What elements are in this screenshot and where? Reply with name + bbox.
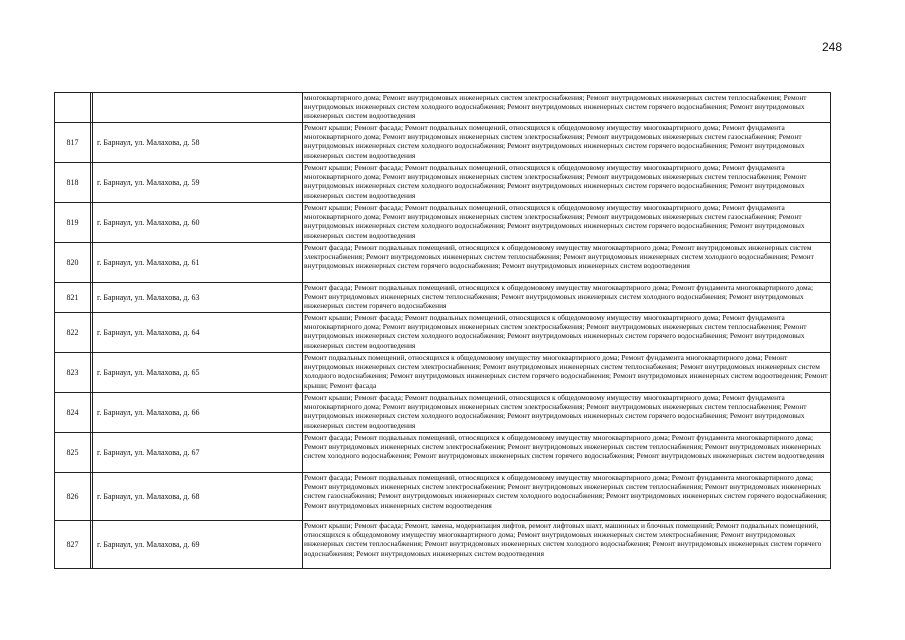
- table-row: [55, 393, 831, 433]
- row-number: 822: [55, 313, 91, 353]
- row-number: 827: [55, 521, 91, 569]
- table-row: [55, 243, 831, 283]
- row-address: г. Барнаул, ул. Малахова, д. 66: [93, 393, 303, 433]
- row-number: 824: [55, 393, 91, 433]
- row-address: г. Барнаул, ул. Малахова, д. 58: [93, 123, 303, 163]
- row-works: Ремонт крыши; Ремонт фасада; Ремонт подвальных помещений, относящихся к общедомовому имуществу многоквартирного дома; Ремонт фундамента многоквартирного дома; Ремонт внутридомовых инженерных систем электроснабжения; Ремонт внутридомовых инженерных систем теплоснабжения; Ремонт внутридомовых инженерных систем холодного водоснабжения; Ремонт внутридомовых инженерных систем горячего водоснабжения; Ремонт внутридомовых инженерных систем водоотведения: [303, 163, 831, 203]
- row-number: 818: [55, 163, 91, 203]
- row-address: г. Барнаул, ул. Малахова, д. 61: [93, 243, 303, 283]
- page-number: 248: [822, 40, 843, 54]
- row-number: [55, 93, 91, 123]
- row-number: 819: [55, 203, 91, 243]
- table-row: [55, 521, 831, 569]
- table-row: [55, 93, 831, 123]
- row-address: г. Барнаул, ул. Малахова, д. 67: [93, 433, 303, 473]
- row-works: многоквартирного дома; Ремонт внутридомовых инженерных систем электроснабжения; Ремонт внутридомовых инженерных систем теплоснабжения; Ремонт внутридомовых инженерных систем холодного водоснабжения; Ремонт внутридомовых инженерных систем горячего водоснабжения; Ремонт внутридомовых инженерных систем водоотведения: [303, 93, 831, 123]
- row-works: Ремонт фасада; Ремонт подвальных помещений, относящихся к общедомовому имуществу многоквартирного дома; Ремонт фундамента многоквартирного дома; Ремонт внутридомовых инженерных систем теплоснабжения; Ремонт внутридомовых инженерных систем холодного водоснабжения; Ремонт внутридомовых инженерных систем горячего водоснабжения: [303, 283, 831, 313]
- row-works: Ремонт крыши; Ремонт фасада; Ремонт подвальных помещений, относящихся к общедомовому имуществу многоквартирного дома; Ремонт фундамента многоквартирного дома; Ремонт внутридомовых инженерных систем электроснабжения; Ремонт внутридомовых инженерных систем теплоснабжения; Ремонт внутридомовых инженерных систем холодного водоснабжения; Ремонт внутридомовых инженерных систем горячего водоснабжения; Ремонт внутридомовых инженерных систем водоотведения: [303, 393, 831, 433]
- table-row: [55, 433, 831, 473]
- row-works: Ремонт крыши; Ремонт фасада; Ремонт подвальных помещений, относящихся к общедомовому имуществу многоквартирного дома; Ремонт фундамента многоквартирного дома; Ремонт внутридомовых инженерных систем электроснабжения; Ремонт внутридомовых инженерных систем газоснабжения; Ремонт внутридомовых инженерных систем холодного водоснабжения; Ремонт внутридомовых инженерных систем горячего водоснабжения; Ремонт внутридомовых инженерных систем водоотведения: [303, 123, 831, 163]
- row-number: 817: [55, 123, 91, 163]
- row-address: г. Барнаул, ул. Малахова, д. 65: [93, 353, 303, 393]
- row-works: Ремонт крыши; Ремонт фасада; Ремонт подвальных помещений, относящихся к общедомовому имуществу многоквартирного дома; Ремонт фундамента многоквартирного дома; Ремонт внутридомовых инженерных систем электроснабжения; Ремонт внутридомовых инженерных систем газоснабжения; Ремонт внутридомовых инженерных систем холодного водоснабжения; Ремонт внутридомовых инженерных систем горячего водоснабжения; Ремонт внутридомовых инженерных систем водоотведения: [303, 203, 831, 243]
- repair-table: [54, 92, 831, 569]
- row-address: г. Барнаул, ул. Малахова, д. 63: [93, 283, 303, 313]
- row-number: 820: [55, 243, 91, 283]
- table-row: [55, 203, 831, 243]
- table-row: [55, 353, 831, 393]
- row-works: Ремонт фасада; Ремонт подвальных помещений, относящихся к общедомовому имуществу многоквартирного дома; Ремонт фундамента многоквартирного дома; Ремонт внутридомовых инженерных систем электроснабжения; Ремонт внутридомовых инженерных систем теплоснабжения; Ремонт внутридомовых инженерных систем газоснабжения; Ремонт внутридомовых инженерных систем холодного водоснабжения; Ремонт внутридомовых инженерных систем горячего водоснабжения; Ремонт внутридомовых инженерных систем водоотведения: [303, 473, 831, 521]
- row-works: Ремонт фасада; Ремонт подвальных помещений, относящихся к общедомовому имуществу многоквартирного дома; Ремонт внутридомовых инженерных систем электроснабжения; Ремонт внутридомовых инженерных систем теплоснабжения; Ремонт внутридомовых инженерных систем холодного водоснабжения; Ремонт внутридомовых инженерных систем горячего водоснабжения; Ремонт внутридомовых инженерных систем водоотведения: [303, 243, 831, 283]
- row-works: Ремонт фасада; Ремонт подвальных помещений, относящихся к общедомовому имуществу многоквартирного дома; Ремонт фундамента многоквартирного дома; Ремонт внутридомовых инженерных систем электроснабжения; Ремонт внутридомовых инженерных систем теплоснабжения; Ремонт внутридомовых инженерных систем холодного водоснабжения; Ремонт внутридомовых инженерных систем горячего водоснабжения; Ремонт внутридомовых инженерных систем водоотведения: [303, 433, 831, 473]
- row-works: Ремонт подвальных помещений, относящихся к общедомовому имуществу многоквартирного дома; Ремонт фундамента многоквартирного дома; Ремонт внутридомовых инженерных систем электроснабжения; Ремонт внутридомовых инженерных систем теплоснабжения; Ремонт внутридомовых инженерных систем холодного водоснабжения; Ремонт внутридомовых инженерных систем горячего водоснабжения; Ремонт внутридомовых инженерных систем водоотведения; Ремонт крыши; Ремонт фасада: [303, 353, 831, 393]
- row-number: 821: [55, 283, 91, 313]
- row-works: Ремонт крыши; Ремонт фасада; Ремонт, замена, модернизация лифтов, ремонт лифтовых шахт, машинных и блочных помещений; Ремонт подвальных помещений, относящихся к общедомовому имуществу многоквартирного дома; Ремонт внутридомовых инженерных систем электроснабжения; Ремонт внутридомовых инженерных систем теплоснабжения; Ремонт внутридомовых инженерных систем холодного водоснабжения; Ремонт внутридомовых инженерных систем горячего водоснабжения; Ремонт внутридомовых инженерных систем водоотведения: [303, 521, 831, 569]
- row-works: Ремонт крыши; Ремонт фасада; Ремонт подвальных помещений, относящихся к общедомовому имуществу многоквартирного дома; Ремонт фундамента многоквартирного дома; Ремонт внутридомовых инженерных систем электроснабжения; Ремонт внутридомовых инженерных систем теплоснабжения; Ремонт внутридомовых инженерных систем холодного водоснабжения; Ремонт внутридомовых инженерных систем горячего водоснабжения; Ремонт внутридомовых инженерных систем водоотведения: [303, 313, 831, 353]
- table-row: [55, 473, 831, 521]
- row-number: 826: [55, 473, 91, 521]
- row-address: г. Барнаул, ул. Малахова, д. 68: [93, 473, 303, 521]
- table-row: [55, 163, 831, 203]
- table-row: [55, 283, 831, 313]
- row-address: г. Барнаул, ул. Малахова, д. 69: [93, 521, 303, 569]
- row-address: г. Барнаул, ул. Малахова, д. 59: [93, 163, 303, 203]
- row-number: 823: [55, 353, 91, 393]
- table-row: [55, 313, 831, 353]
- row-number: 825: [55, 433, 91, 473]
- row-address: г. Барнаул, ул. Малахова, д. 64: [93, 313, 303, 353]
- row-address: [93, 93, 303, 123]
- row-address: г. Барнаул, ул. Малахова, д. 60: [93, 203, 303, 243]
- table-row: [55, 123, 831, 163]
